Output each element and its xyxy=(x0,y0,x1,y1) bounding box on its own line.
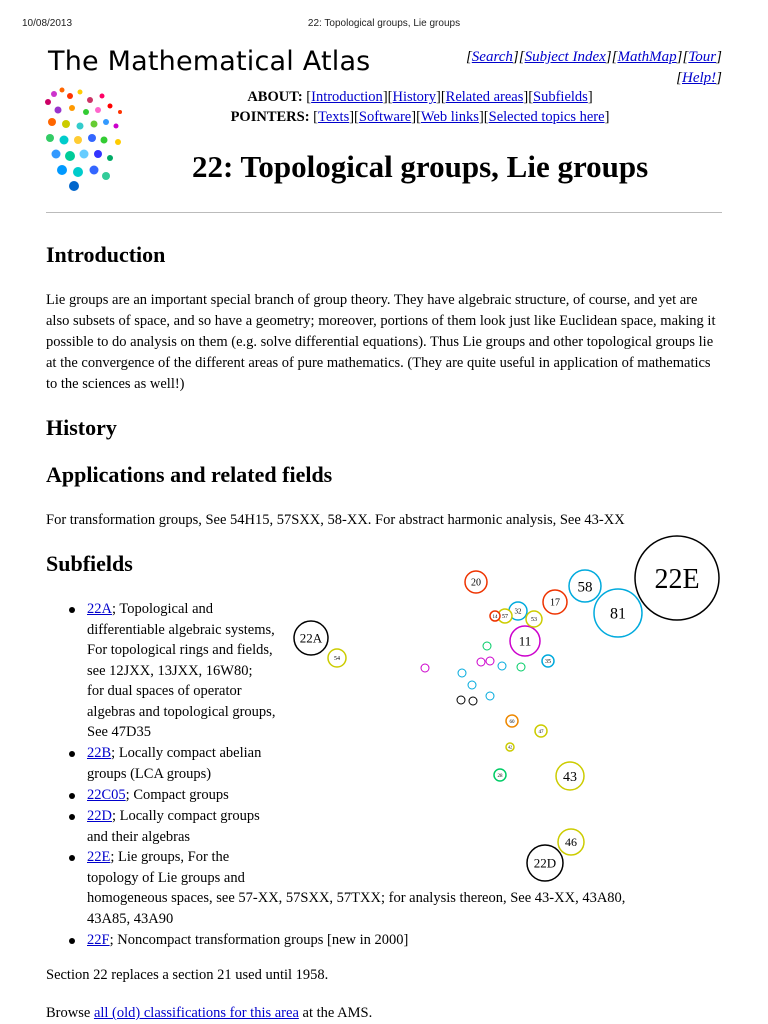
map-node-35[interactable] xyxy=(542,655,554,667)
subfield-desc: see 12JXX, 13JXX, 16W80; xyxy=(87,662,253,679)
subfield-item: 22E; Lie groups, For the topology of Lie groups and homogeneous spaces, see 57-XX, 57SXX, 57TXX; for analysis thereon, See 43-XX, 43A80, 43A85, 43A90 xyxy=(87,847,625,929)
subfield-desc: Lie groups, For the xyxy=(118,849,230,865)
browse-suffix: at the AMS. xyxy=(302,1005,373,1021)
page-title: 22: Topological groups, Lie groups xyxy=(192,149,649,184)
map-node-42[interactable] xyxy=(506,743,514,751)
about-history-link[interactable]: History xyxy=(392,89,436,105)
subfield-item: 22F; Noncompact transformation groups [new in 2000] xyxy=(87,930,408,951)
map-minor-node[interactable] xyxy=(486,692,494,700)
map-node-20[interactable] xyxy=(465,571,487,593)
map-minor-node[interactable] xyxy=(483,642,491,650)
subfield-desc: Compact groups xyxy=(133,787,229,803)
introduction-heading: Introduction xyxy=(46,242,166,267)
subject-index-link[interactable]: Subject Index xyxy=(524,49,606,65)
subfield-desc: algebras and topological groups, xyxy=(87,703,276,720)
map-minor-node[interactable] xyxy=(486,657,494,665)
map-node-53[interactable] xyxy=(526,611,542,627)
replacement-note: Section 22 replaces a section 21 used until 1958. xyxy=(46,967,329,983)
print-title: 22: Topological groups, Lie groups xyxy=(307,18,461,29)
subfield-desc: topology of Lie groups and xyxy=(87,869,245,886)
subfield-desc: and their algebras xyxy=(87,828,191,845)
about-row: ABOUT: [Introduction][History][Related areas][Subfields] xyxy=(247,89,593,105)
history-heading: History xyxy=(46,415,117,440)
map-node-81[interactable] xyxy=(594,589,642,637)
subfields-heading: Subfields xyxy=(46,551,133,576)
map-minor-node[interactable] xyxy=(517,663,525,671)
about-related-areas-link[interactable]: Related areas xyxy=(445,89,524,105)
subfield-code-link[interactable]: 22D xyxy=(87,808,112,824)
tour-link[interactable]: Tour xyxy=(688,49,717,65)
subfield-code-link[interactable]: 22B xyxy=(87,745,112,761)
map-minor-node[interactable] xyxy=(457,696,465,704)
map-node-54[interactable] xyxy=(328,649,346,667)
map-minor-node[interactable] xyxy=(468,681,476,689)
pointers-label: POINTERS: xyxy=(230,109,310,125)
map-node-label: 22E xyxy=(654,563,700,595)
map-node-label: 46 xyxy=(565,835,577,850)
map-node-label: 47 xyxy=(538,729,544,735)
subfield-desc: For topological rings and fields, xyxy=(87,642,273,658)
map-node-label: 32 xyxy=(514,607,522,616)
map-node-60[interactable] xyxy=(506,715,518,727)
map-node-label: 53 xyxy=(531,617,537,624)
map-node-label: 22A xyxy=(299,630,323,646)
subfield-code-link[interactable]: 22E xyxy=(87,849,111,865)
map-node-label: 35 xyxy=(545,659,551,666)
map-node-46[interactable] xyxy=(558,829,584,855)
subfield-desc: 43A85, 43A90 xyxy=(87,910,174,927)
subfield-desc: Locally compact groups xyxy=(119,808,260,824)
subfield-desc: for dual spaces of operator xyxy=(87,683,242,699)
site-title: The Mathematical Atlas xyxy=(48,46,371,77)
map-node-label: 11 xyxy=(518,633,532,649)
map-node-label: 60 xyxy=(509,719,515,725)
map-node-28[interactable] xyxy=(494,769,506,781)
applications-text: For transformation groups, See 54H15, 57SXX, 58-XX. For abstract harmonic analysis, See 43-XX xyxy=(46,512,625,528)
map-node-43[interactable] xyxy=(556,762,584,790)
map-node-11[interactable] xyxy=(510,626,540,656)
top-nav: [Search][Subject Index][MathMap][Tour] [Help!] xyxy=(465,49,722,86)
map-minor-node[interactable] xyxy=(458,669,466,677)
subfield-desc: differentiable algebraic systems, xyxy=(87,621,275,638)
classifications-link[interactable]: all (old) classifications for this area xyxy=(93,1005,299,1021)
subfield-code-link[interactable]: 22C05 xyxy=(87,787,126,803)
map-node-label: 57 xyxy=(502,614,508,621)
about-label: ABOUT: xyxy=(247,89,303,105)
map-node-label: 58 xyxy=(577,579,593,596)
about-subfields-link[interactable]: Subfields xyxy=(533,89,588,105)
map-node-58[interactable] xyxy=(569,570,601,602)
subfield-desc: Noncompact transformation groups [new in 2000] xyxy=(117,932,409,948)
map-minor-node[interactable] xyxy=(477,658,485,666)
pointers-row: POINTERS: [Texts][Software][Web links][Selected topics here] xyxy=(230,109,610,125)
map-node-label: 22D xyxy=(533,855,557,871)
applications-heading: Applications and related fields xyxy=(46,462,333,487)
map-node-14[interactable] xyxy=(490,611,500,621)
map-node-label: 42 xyxy=(508,744,512,750)
map-node-17[interactable] xyxy=(543,590,567,614)
divider xyxy=(46,212,722,213)
subfield-code-link[interactable]: 22A xyxy=(87,601,112,617)
map-node-label: 17 xyxy=(550,597,560,609)
subfield-desc: See 47D35 xyxy=(87,724,152,740)
map-node-label: 43 xyxy=(563,769,577,785)
mathmap-link[interactable]: MathMap xyxy=(617,49,677,65)
subfield-item: 22C05; Compact groups xyxy=(87,785,229,806)
pointers-web-links-link[interactable]: Web links xyxy=(420,109,479,125)
map-node-22e[interactable] xyxy=(635,536,719,620)
map-node-22d[interactable] xyxy=(527,845,563,881)
map-node-label: 81 xyxy=(610,605,626,623)
map-node-label: 54 xyxy=(334,656,340,663)
search-link[interactable]: Search xyxy=(471,49,513,65)
browse-line xyxy=(46,1003,722,1024)
subfield-item: 22D; Locally compact groups and their algebras xyxy=(87,806,260,847)
subfield-item: 22A; Topological and differentiable algebraic systems, For topological rings and fields, see 12JXX, 13JXX, 16W80; for dual spaces of operator algebras and topological groups, See 47D35 xyxy=(87,599,275,743)
map-minor-node[interactable] xyxy=(498,662,506,670)
map-minor-node[interactable] xyxy=(421,664,429,672)
print-date: 10/08/2013 xyxy=(22,18,73,29)
subfield-code-link[interactable]: 22F xyxy=(87,932,110,948)
pointers-selected-topics-link[interactable]: Selected topics here xyxy=(488,109,605,125)
pointers-software-link[interactable]: Software xyxy=(358,109,412,125)
map-node-22a[interactable] xyxy=(294,621,328,655)
subfield-desc: homogeneous spaces, see 57-XX, 57SXX, 57TXX; for analysis thereon, See 43-XX, 43A80, xyxy=(87,890,626,906)
browse-prefix: Browse xyxy=(46,1005,91,1021)
introduction-text: Lie groups are an important special branch of group theory. They have algebraic structure, of course, and yet are also subsets of space, and so have a geometry; moreover, portions of them look just like Euclidean space, making it possible to do analysis on them (e.g. solve differential equations). Thus Lie groups and other topological groups lie at the convergence of the different areas of pure mathematics. (They are quite useful in application of mathematics to the sciences as well!) xyxy=(46,292,716,392)
map-minor-node[interactable] xyxy=(469,697,477,705)
pointers-texts-link[interactable]: Texts xyxy=(318,109,350,125)
map-node-47[interactable] xyxy=(535,725,547,737)
map-node-label: 20 xyxy=(471,577,481,589)
map-node-label: 28 xyxy=(497,773,503,779)
map-node-label: 14 xyxy=(492,614,498,620)
help-link[interactable]: Help! xyxy=(682,70,717,86)
subfield-desc: groups (LCA groups) xyxy=(87,765,212,782)
subfield-desc: Topological and xyxy=(119,601,214,617)
subfield-desc: Locally compact abelian xyxy=(118,745,262,761)
subfield-mathmap[interactable] xyxy=(280,530,740,900)
about-introduction-link[interactable]: Introduction xyxy=(311,89,383,105)
subfield-item: 22B; Locally compact abelian groups (LCA groups) xyxy=(87,743,261,784)
